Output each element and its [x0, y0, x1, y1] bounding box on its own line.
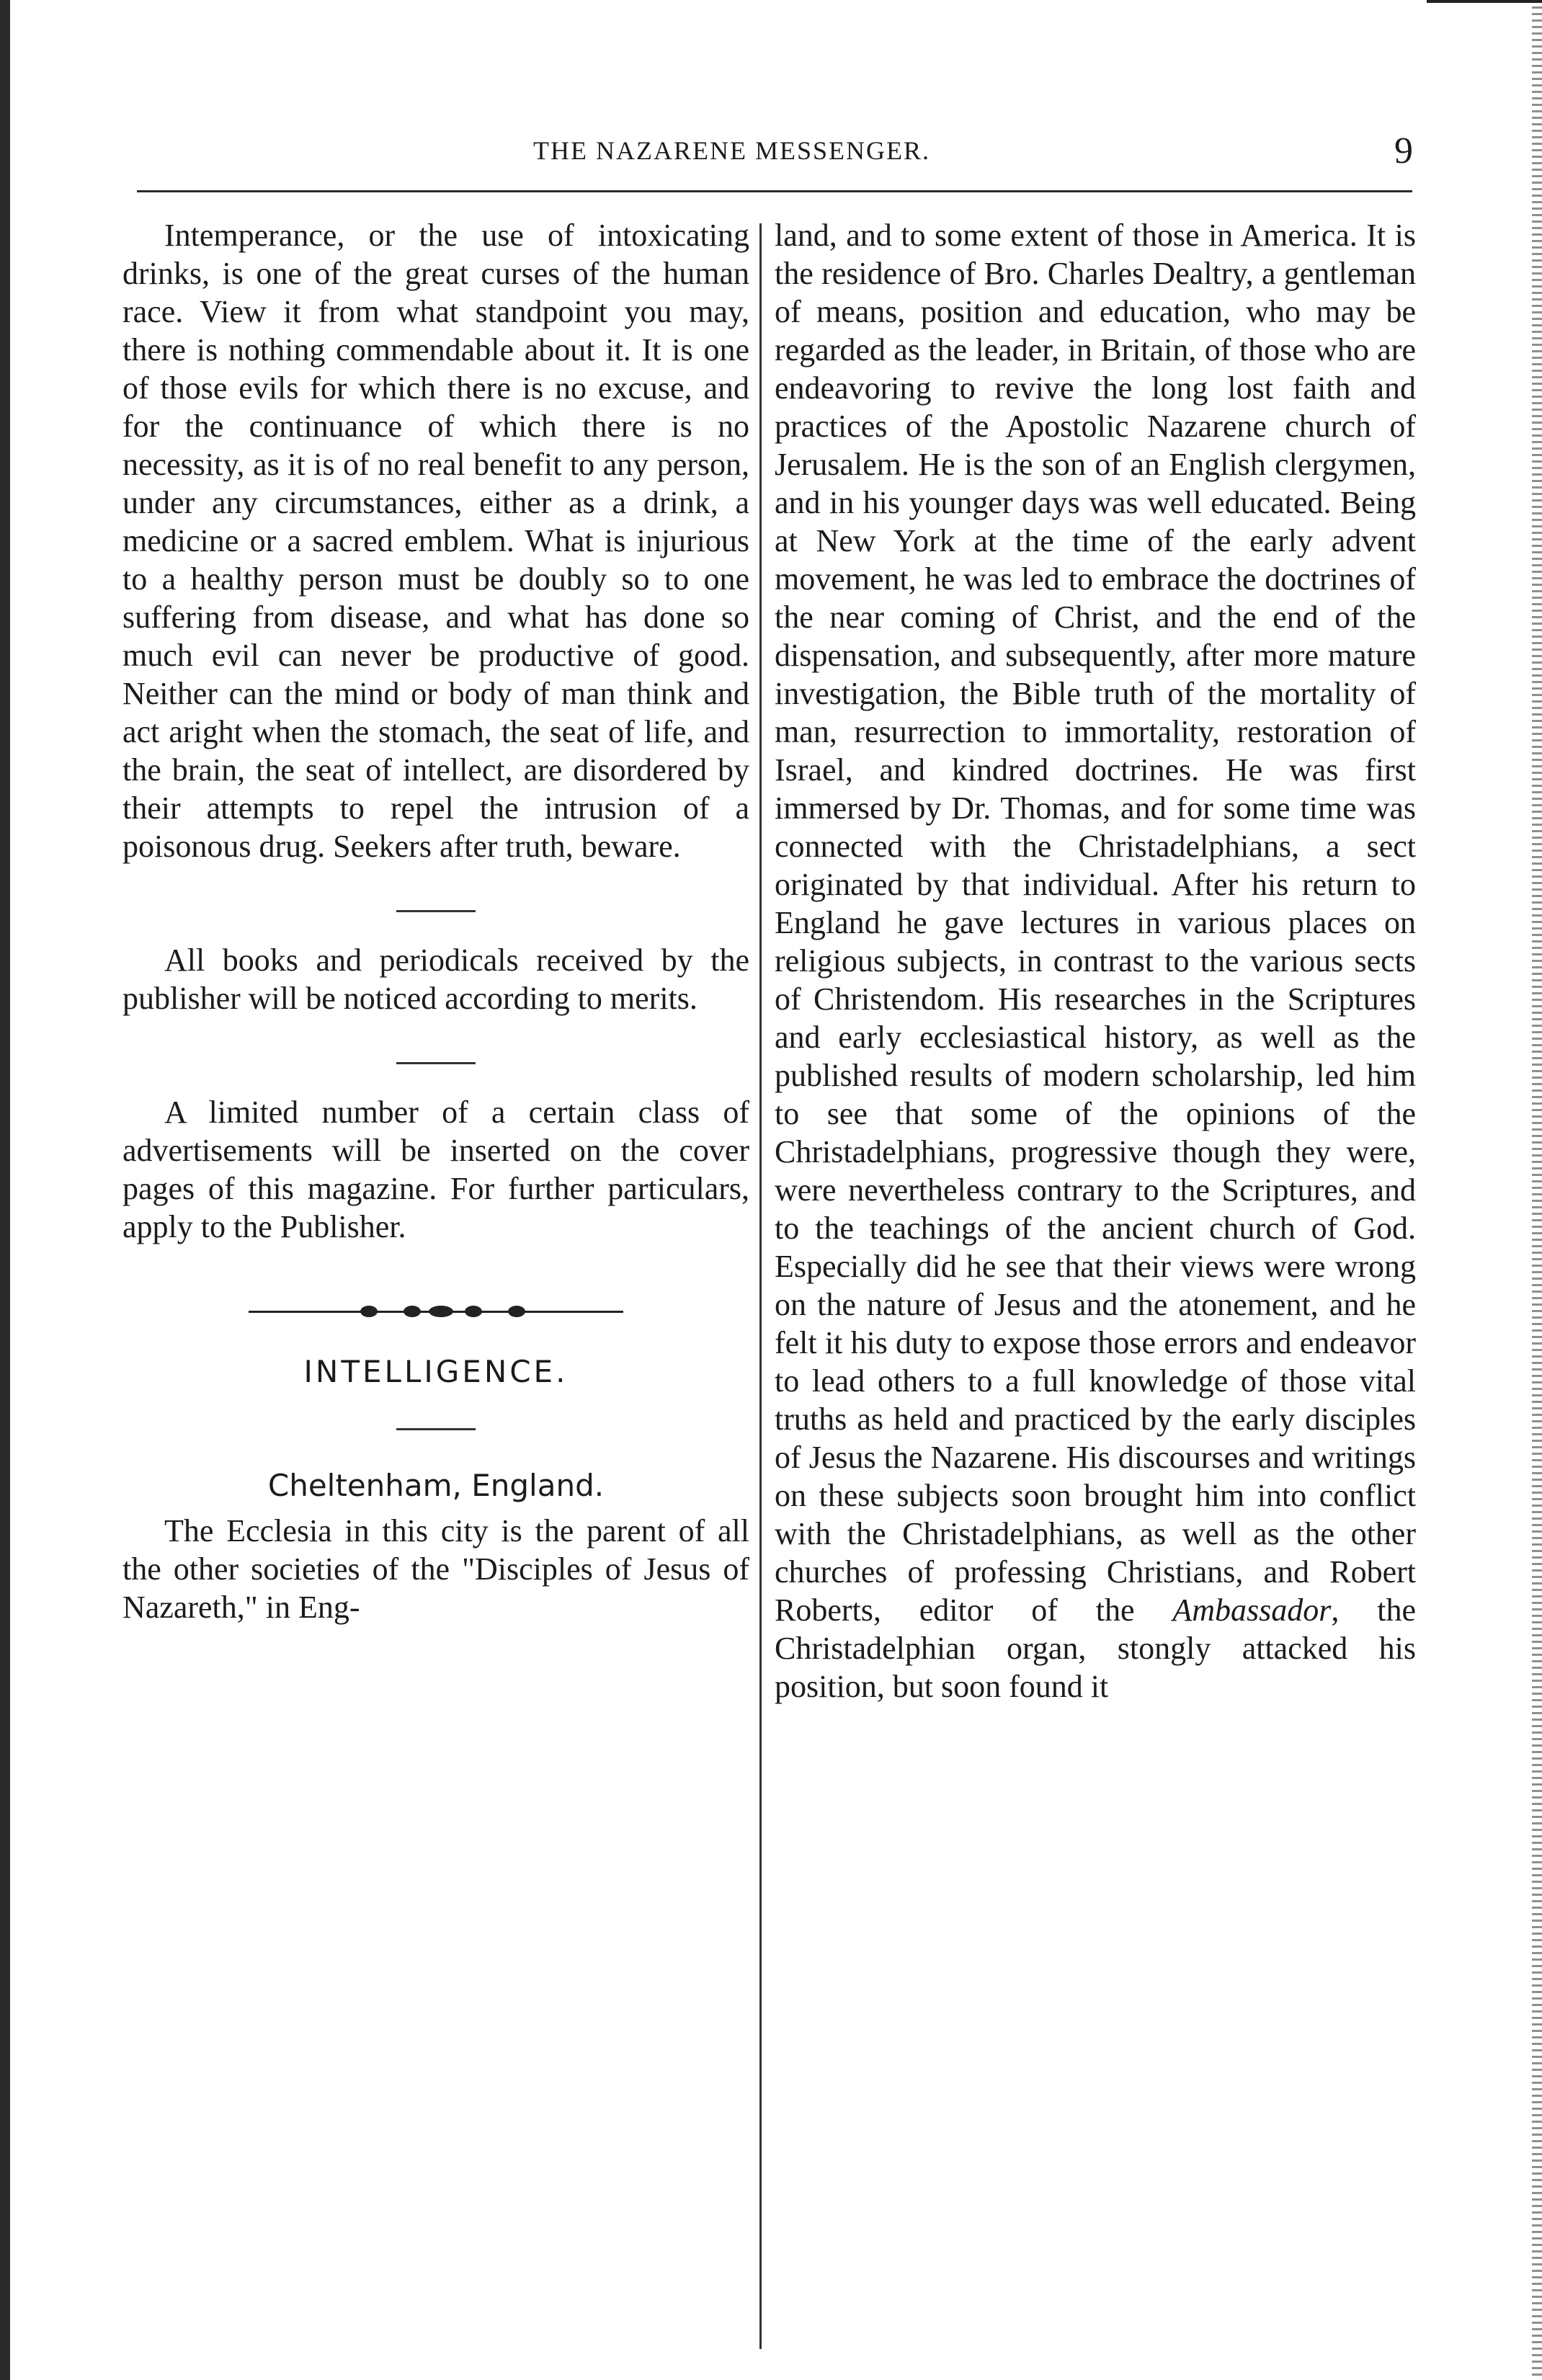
periodical-title: Ambassador [1172, 1592, 1332, 1628]
subsection-title: Cheltenham, England. [267, 1468, 605, 1503]
scan-top-mark [1427, 0, 1542, 3]
ornamental-rule [249, 1301, 623, 1322]
intemperance-paragraph: Intemperance, or the use of intoxicating drinks, is one of the great curses of the human race. View it from what standpoint you may, there is nothing commendable about it. It is one of those evils for which there is no excuse, and for the continuance of which there is no necessity, as it is of no real benefit to any person, under any circumstances, either as a drink, a medicine or a sacred emblem. What is injurious to a healthy person must be doubly so to one suffering from disease, and what has done so much evil can never be productive of good. Neither can the mind or body of man think and act aright when the stomach, the seat of life, and the brain, the seat of intellect, are disordered by their attempts to repel the intrusion of a poisonous drug. Seekers after truth, beware. [122, 218, 749, 864]
scan-left-edge [0, 0, 10, 2380]
running-head: THE NAZARENE MESSENGER. [533, 136, 930, 165]
cheltenham-paragraph: The Ecclesia in this city is the parent of all the other societies of the "Disciples of Jesus of Nazareth," in Eng- [122, 1513, 749, 1625]
dealtry-text: land, and to some extent of those in America. It is the residence of Bro. Charles Dealtry, a gentleman of means, position and education, who may be regarded as the leader, in Britain, of those who are endeavoring to revive the long lost faith and practices of the Apostolic Nazarene church of Jerusalem. He is the son of an English clergymen, and in his younger days was well educated. Being at New York at the time of the early advent movement, he was led to embrace the doctrines of the near coming of Christ, and the end of the dispensation, and subsequently, after more mature investigation, the Bible truth of the mortality of man, resurrection to immortality, restoration of Israel, and kindred doctrines. He was first immersed by Dr. Thomas, and for some time was connected with the Christadelphians, a sect originated by that individual. After his return to England he gave lectures in various places on religious subjects, in contrast to the various sects of Christendom. His researches in the Scriptures and early ecclesiastical history, as well as the published results of modern scholarship, led him to see that some of the opinions of the Christadelphians, progressive though they were, were nevertheless contrary to the Scriptures, and to the teachings of the ancient church of God. Especially did he see that their views were wrong on the nature of Jesus and the atonement, and he felt it his duty to expose those errors and endeavor to lead others to a full knowledge of those vital truths as held and practiced by the early disciples of Jesus the Nazarene. His discourses and writings on these subjects soon brought him into conflict with the Christadelphians, as well as the other churches of professing Christians, and Robert Roberts, editor of the [775, 218, 1416, 1628]
advertisements-paragraph: A limited number of a certain class of advertisements will be inserted on the cover pages of this magazine. For further particulars, apply to the Publisher. [122, 1095, 749, 1244]
scan-right-edge [1532, 0, 1542, 2380]
dealtry-text-end: , the Christadelphian organ, stongly attacked his position, but soon found it [775, 1592, 1416, 1704]
right-column [775, 216, 1416, 1706]
header-rule [137, 190, 1412, 192]
books-notice-paragraph: All books and periodicals received by the publisher will be noticed according to merits. [122, 942, 749, 1016]
section-title: INTELLIGENCE. [303, 1354, 569, 1389]
left-column [122, 216, 749, 1626]
column-rule [759, 223, 762, 2349]
page-number: 9 [1394, 130, 1413, 171]
dealtry-paragraph [775, 216, 1416, 1706]
